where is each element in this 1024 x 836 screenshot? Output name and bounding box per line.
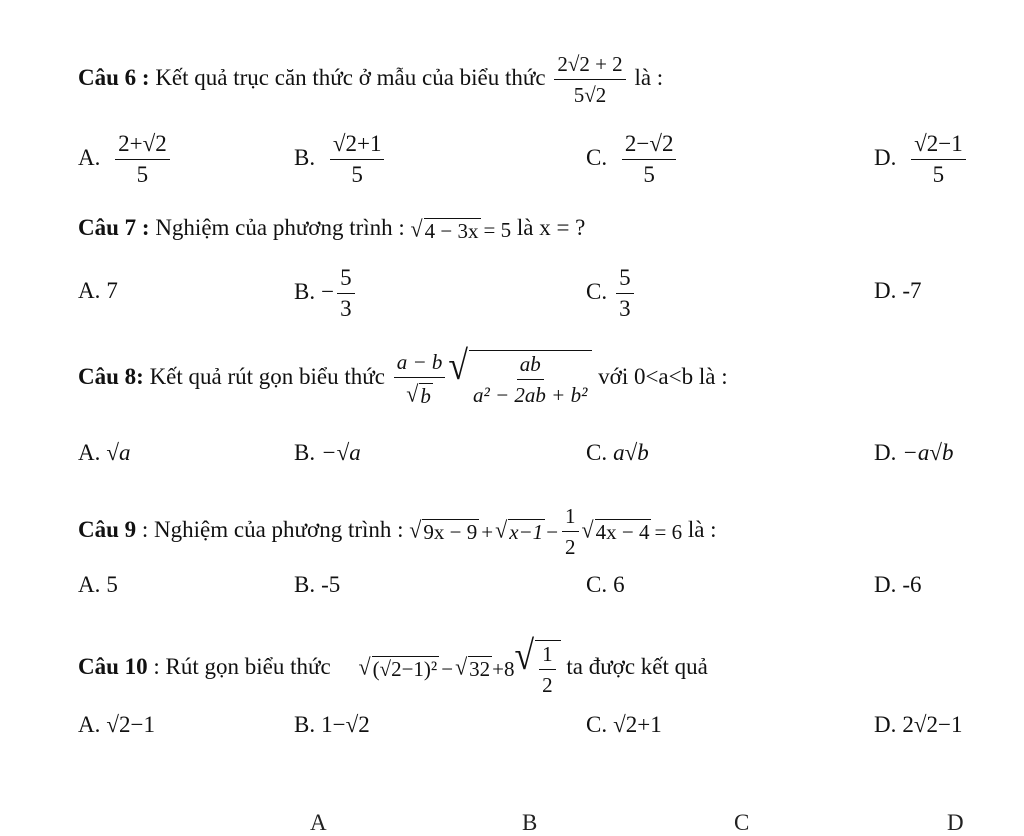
- q7-option-c[interactable]: [586, 266, 637, 321]
- q10-option-c-letter: C.: [586, 712, 608, 737]
- question-10-label: Câu 10: [78, 653, 148, 679]
- q8-option-c[interactable]: [586, 440, 649, 466]
- question-8: Câu 8: Kết quả rút gọn biểu thức a − b √ b √ $\frac{ab}{\text{a² − 2ab + b²}}$ với 0<a<b là :: [78, 342, 728, 409]
- q9-option-a-letter: A.: [78, 572, 101, 597]
- q6-option-d-letter: D.: [874, 144, 897, 170]
- question-7-label: Câu 7 :: [78, 215, 150, 240]
- q6-option-b-den: 5: [351, 162, 363, 187]
- q8-option-a-letter: A.: [78, 440, 101, 465]
- q9-option-c-value: 6: [613, 572, 625, 597]
- question-6-tail: là :: [634, 64, 664, 90]
- q6-option-d-num: √2−1: [911, 132, 966, 160]
- question-7-radicand: 4 − 3x: [424, 218, 479, 243]
- question-6: [78, 52, 663, 107]
- q9-option-c[interactable]: [586, 572, 625, 598]
- q9-option-d[interactable]: [874, 572, 922, 598]
- q6-option-d-den: 5: [932, 162, 945, 187]
- q6-option-a-letter: A.: [78, 144, 101, 170]
- q6-option-b-num: √2+1: [330, 132, 385, 160]
- q10-option-a-expr: √2−1: [106, 712, 155, 737]
- question-9-eq: = 6: [654, 519, 683, 544]
- question-9-text: : Nghiệm của phương trình :: [141, 516, 404, 542]
- q7-option-a-value: 7: [106, 278, 118, 303]
- question-9-half-num: 1: [562, 504, 579, 532]
- question-6-frac-numerator: 2√2 + 2: [554, 52, 625, 80]
- question-6-frac-denominator: 5√2: [573, 83, 607, 107]
- q9-option-b-letter: B.: [294, 572, 316, 597]
- question-7-tail: là x = ?: [516, 215, 586, 240]
- question-8-frac-numerator: a − b: [394, 350, 446, 378]
- q7-option-b[interactable]: [294, 266, 358, 321]
- q8-option-d[interactable]: [874, 440, 954, 466]
- q10-option-d-expr: 2√2−1: [902, 712, 963, 737]
- q6-option-c-letter: C.: [586, 144, 608, 170]
- question-7: Câu 7 : Nghiệm của phương trình : √ 4 − 3x = 5 là x = ?: [78, 214, 586, 243]
- question-9-root-1: 9x − 9: [423, 520, 478, 545]
- q8-option-b[interactable]: [294, 440, 361, 466]
- q9-option-c-letter: C.: [586, 572, 608, 597]
- q6-option-d[interactable]: [874, 132, 969, 187]
- q7-option-a[interactable]: [78, 278, 118, 304]
- q6-option-c[interactable]: [586, 132, 679, 187]
- question-10-half-den: 2: [542, 673, 553, 697]
- question-9-tail: là :: [687, 516, 717, 542]
- q9-option-d-letter: D.: [874, 572, 897, 597]
- question-9-root-3: 4x − 4: [595, 520, 650, 545]
- q7-option-d-letter: D.: [874, 278, 897, 303]
- q6-option-b[interactable]: [294, 132, 387, 187]
- q8-option-a-expr: √a: [106, 440, 131, 465]
- q8-option-b-letter: B.: [294, 440, 316, 465]
- q7-option-d[interactable]: [874, 278, 922, 304]
- q9-option-d-value: -6: [902, 572, 922, 597]
- question-9-root-2: x−1: [509, 520, 544, 545]
- q6-option-a-num: 2+√2: [115, 132, 170, 160]
- q10-option-c[interactable]: [586, 712, 662, 738]
- cutoff-letter-a: A: [310, 810, 327, 835]
- question-8-root-denominator: a² − 2ab + b²: [472, 383, 588, 408]
- q8-option-d-expr: −a√b: [902, 440, 954, 465]
- q10-option-b[interactable]: [294, 712, 370, 738]
- question-8-frac-denominator: b: [420, 384, 431, 409]
- q6-option-a[interactable]: [78, 132, 173, 187]
- question-10-coef: +8: [492, 656, 515, 681]
- q10-option-b-expr: 1−√2: [321, 712, 370, 737]
- q6-option-a-den: 5: [136, 162, 149, 187]
- question-6-label: Câu 6 :: [78, 64, 150, 90]
- question-6-fraction: [551, 52, 628, 107]
- q7-option-b-num: 5: [337, 266, 355, 294]
- question-10-root-2: 32: [469, 657, 491, 682]
- question-10: Câu 10 : Rút gọn biểu thức √ (√2−1)² − √ 32 +8 √ $\frac{1}{2}$ ta được kết quả: [78, 632, 708, 697]
- q7-option-d-value: -7: [902, 278, 922, 303]
- question-7-text: Nghiệm của phương trình :: [155, 215, 405, 240]
- q10-option-d[interactable]: [874, 712, 962, 738]
- question-10-text: : Rút gọn biểu thức: [153, 653, 331, 679]
- cutoff-letter-d: D: [947, 810, 964, 835]
- question-10-tail: ta được kết quả: [566, 653, 708, 679]
- q10-option-b-letter: B.: [294, 712, 316, 737]
- q10-option-c-expr: √2+1: [613, 712, 662, 737]
- cutoff-letter-c: C: [734, 810, 750, 835]
- q6-option-c-den: 5: [643, 162, 655, 187]
- question-9: Câu 9 : Nghiệm của phương trình : √ 9x − 9 + √ x−1 − $\frac{1}{2}$ √ 4x − 4 = 6 là :: [78, 504, 717, 559]
- question-8-label: Câu 8:: [78, 363, 144, 389]
- question-8-root-numerator: ab: [517, 352, 544, 380]
- q9-option-b[interactable]: [294, 572, 340, 598]
- q10-option-a-letter: A.: [78, 712, 101, 737]
- q8-option-c-expr: a√b: [613, 440, 649, 465]
- q8-option-d-letter: D.: [874, 440, 897, 465]
- q7-option-b-sign: −: [321, 278, 335, 304]
- q8-option-b-expr: −√a: [321, 440, 361, 465]
- q7-option-c-den: 3: [619, 296, 631, 321]
- q8-option-a[interactable]: [78, 440, 131, 466]
- question-8-text: Kết quả rút gọn biểu thức: [149, 363, 385, 389]
- q7-option-a-letter: A.: [78, 278, 101, 303]
- q7-option-c-num: 5: [616, 266, 634, 294]
- q9-option-a[interactable]: [78, 572, 118, 598]
- cutoff-letter-b: B: [522, 810, 538, 835]
- q10-option-d-letter: D.: [874, 712, 897, 737]
- q7-option-b-den: 3: [340, 296, 352, 321]
- q6-option-c-num: 2−√2: [622, 132, 677, 160]
- question-9-label: Câu 9: [78, 516, 137, 542]
- q9-option-b-value: -5: [321, 572, 341, 597]
- question-7-eq: = 5: [483, 217, 512, 242]
- question-10-root-1: (√2−1)²: [372, 657, 438, 682]
- question-9-half-den: 2: [565, 535, 576, 559]
- question-8-tail: với 0<a<b là :: [598, 363, 728, 389]
- q7-option-b-letter: B.: [294, 278, 316, 304]
- q8-option-c-letter: C.: [586, 440, 608, 465]
- q9-option-a-value: 5: [106, 572, 118, 597]
- question-6-text: Kết quả trục căn thức ở mẫu của biểu thức: [155, 64, 546, 90]
- q6-option-b-letter: B.: [294, 144, 316, 170]
- q10-option-a[interactable]: [78, 712, 155, 738]
- question-10-half-num: 1: [539, 642, 556, 670]
- q7-option-c-letter: C.: [586, 278, 608, 304]
